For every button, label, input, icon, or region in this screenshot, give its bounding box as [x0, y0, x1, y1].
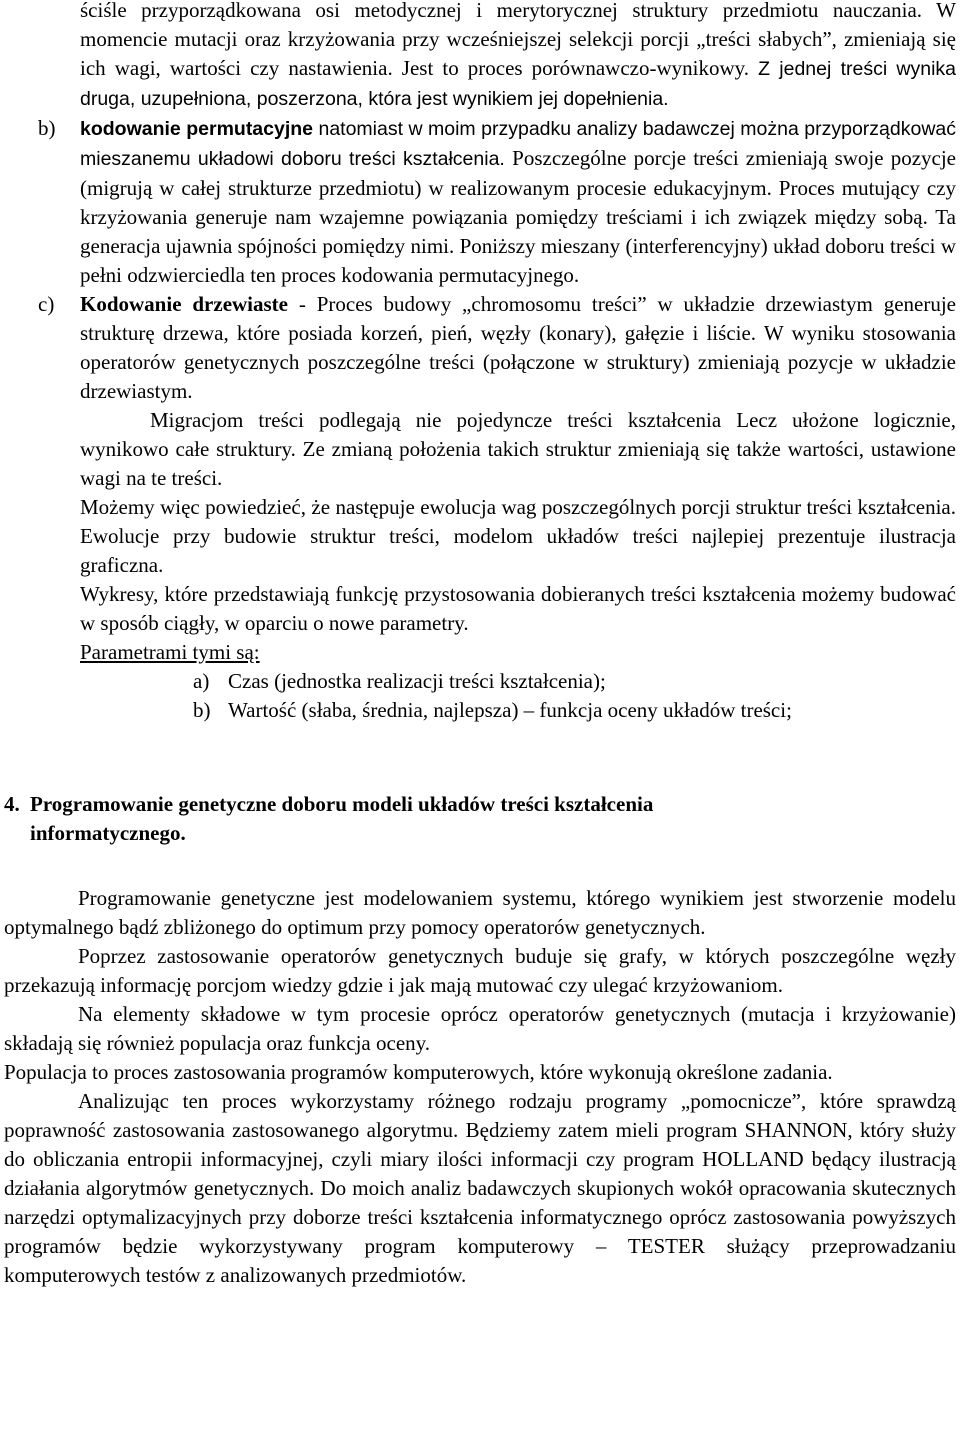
spacer	[0, 848, 960, 884]
item-c-bold-term: Kodowanie drzewiaste	[80, 292, 288, 316]
item-a-sans-text: Z jednej treści wynika druga, uzupełniona, poszerzona, która jest wynikiem jej dopełnienia.	[80, 58, 957, 110]
body-paragraph-5: Analizując ten proces wykorzystamy różnego rodzaju programy „pomocnicze”, które sprawdzą poprawność zastosowania zastosowanego algorytmu. Będziemy zatem mieli program SHANNON, który służy do obliczania entropii informacyjnej, czyli miary ilości informacji czy program HOLLAND będący ilustracją działania algorytmów genetycznych. Do moich analiz badawczych skupionych wokół opracowania skutecznych narzędzi optymalizacyjnych przy doborze treści kształcenia informatycznego oprócz zastosowania powyższych programów będzie wykorzystywany program komputerowy – TESTER służący przeprowadzaniu komputerowych testów z analizowanych przedmiotów.	[4, 1089, 956, 1287]
body-paragraph-3: Na elementy składowe w tym procesie oprócz operatorów genetycznych (mutacja i krzyżowanie) składają się również populacja oraz funkcja oceny.	[4, 1002, 956, 1055]
param-item-a	[0, 667, 960, 696]
item-b-bold-term: kodowanie permutacyjne	[80, 118, 314, 140]
param-text-a: Czas (jednostka realizacji treści kształcenia);	[228, 669, 606, 693]
list-label-c: c)	[38, 292, 55, 316]
param-label-a: a)	[193, 669, 210, 693]
body-paragraph-2: Poprzez zastosowanie operatorów genetycznych buduje się grafy, w których poszczególne węzły przekazują informację porcjom wiedzy gdzie i jak mają mutować czy ulegać krzyżowaniom.	[4, 944, 956, 997]
list-item-b	[0, 114, 960, 290]
list-item-c	[0, 290, 960, 406]
body-paragraph-1: Programowanie genetyczne jest modelowaniem systemu, którego wynikiem jest stworzenie modelu optymalnego bądź zbliżonego do optimum przy pomocy operatorów genetycznych.	[4, 886, 956, 939]
section-heading	[0, 790, 960, 848]
item-b-serif-text: Poszczególne porcje treści zmieniają swoje pozycje (migrują w całej strukturze przedmiotu) w realizowanym procesie edukacyjnym. Proces mutujący czy krzyżowania generuje nam wzajemne powiązania pomiędzy treściami i ich związek między sobą. Ta generacja ujawnia spójności pomiędzy nimi. Poniższy mieszany (interferencyjny) układ doboru treści w pełni odzwierciedla ten proces kodowania permutacyjnego.	[80, 146, 956, 287]
list-label-b: b)	[38, 116, 56, 140]
section-number: 4.	[4, 792, 20, 816]
params-heading-text: Parametrami tymi są:	[80, 640, 260, 664]
paragraph-mozemy: Możemy więc powiedzieć, że następuje ewolucja wag poszczególnych porcji struktur treści kształcenia. Ewolucje przy budowie struktur treści, modelom układów treści najlepiej prezentuje ilustracja graficzna.	[80, 495, 956, 577]
item-a-continuation	[0, 0, 960, 114]
section-title: Programowanie genetyczne doboru modeli układów treści kształcenia informatycznego.	[30, 792, 654, 845]
param-label-b: b)	[193, 698, 211, 722]
param-item-b	[0, 696, 960, 725]
paragraph-wykresy: Wykresy, które przedstawiają funkcję przystosowania dobieranych treści kształcenia możemy budować w sposób ciągły, w oparciu o nowe parametry.	[80, 582, 956, 635]
item-b-sans-text: natomiast w moim przypadku analizy badawczej można przyporządkować mieszanemu układowi doboru treści kształcenia.	[80, 118, 957, 170]
spacer	[0, 725, 960, 790]
body-paragraph-4: Populacja to proces zastosowania programów komputerowych, które wykonują określone zadania.	[4, 1060, 833, 1084]
item-c-text: - Proces budowy „chromosomu treści” w układzie drzewiastym generuje strukturę drzewa, które posiada korzeń, pień, węzły (konary), gałęzie i liście. W wyniku stosowania operatorów genetycznych poszczególne treści (połączone w struktury) zmieniają pozycje w układzie drzewiastym.	[80, 292, 956, 403]
params-heading	[0, 638, 960, 667]
param-text-b: Wartość (słaba, średnia, najlepsza) – funkcja oceny układów treści;	[228, 698, 792, 722]
item-a-serif-text: ściśle przyporządkowana osi metodycznej i merytorycznej struktury przedmiotu nauczania. W momencie mutacji oraz krzyżowania przy wcześniejszej selekcji porcji „treści słabych”, zmieniają się ich wagi, wartości czy nastawienia. Jest to proces porównawczo-wynikowy.	[80, 0, 956, 80]
paragraph-migracja: Migracjom treści podlegają nie pojedyncze treści kształcenia Lecz ułożone logicznie, wynikowo całe struktury. Ze zmianą położenia takich struktur zmieniają się także wartości, ustawione wagi na te treści.	[80, 408, 956, 490]
